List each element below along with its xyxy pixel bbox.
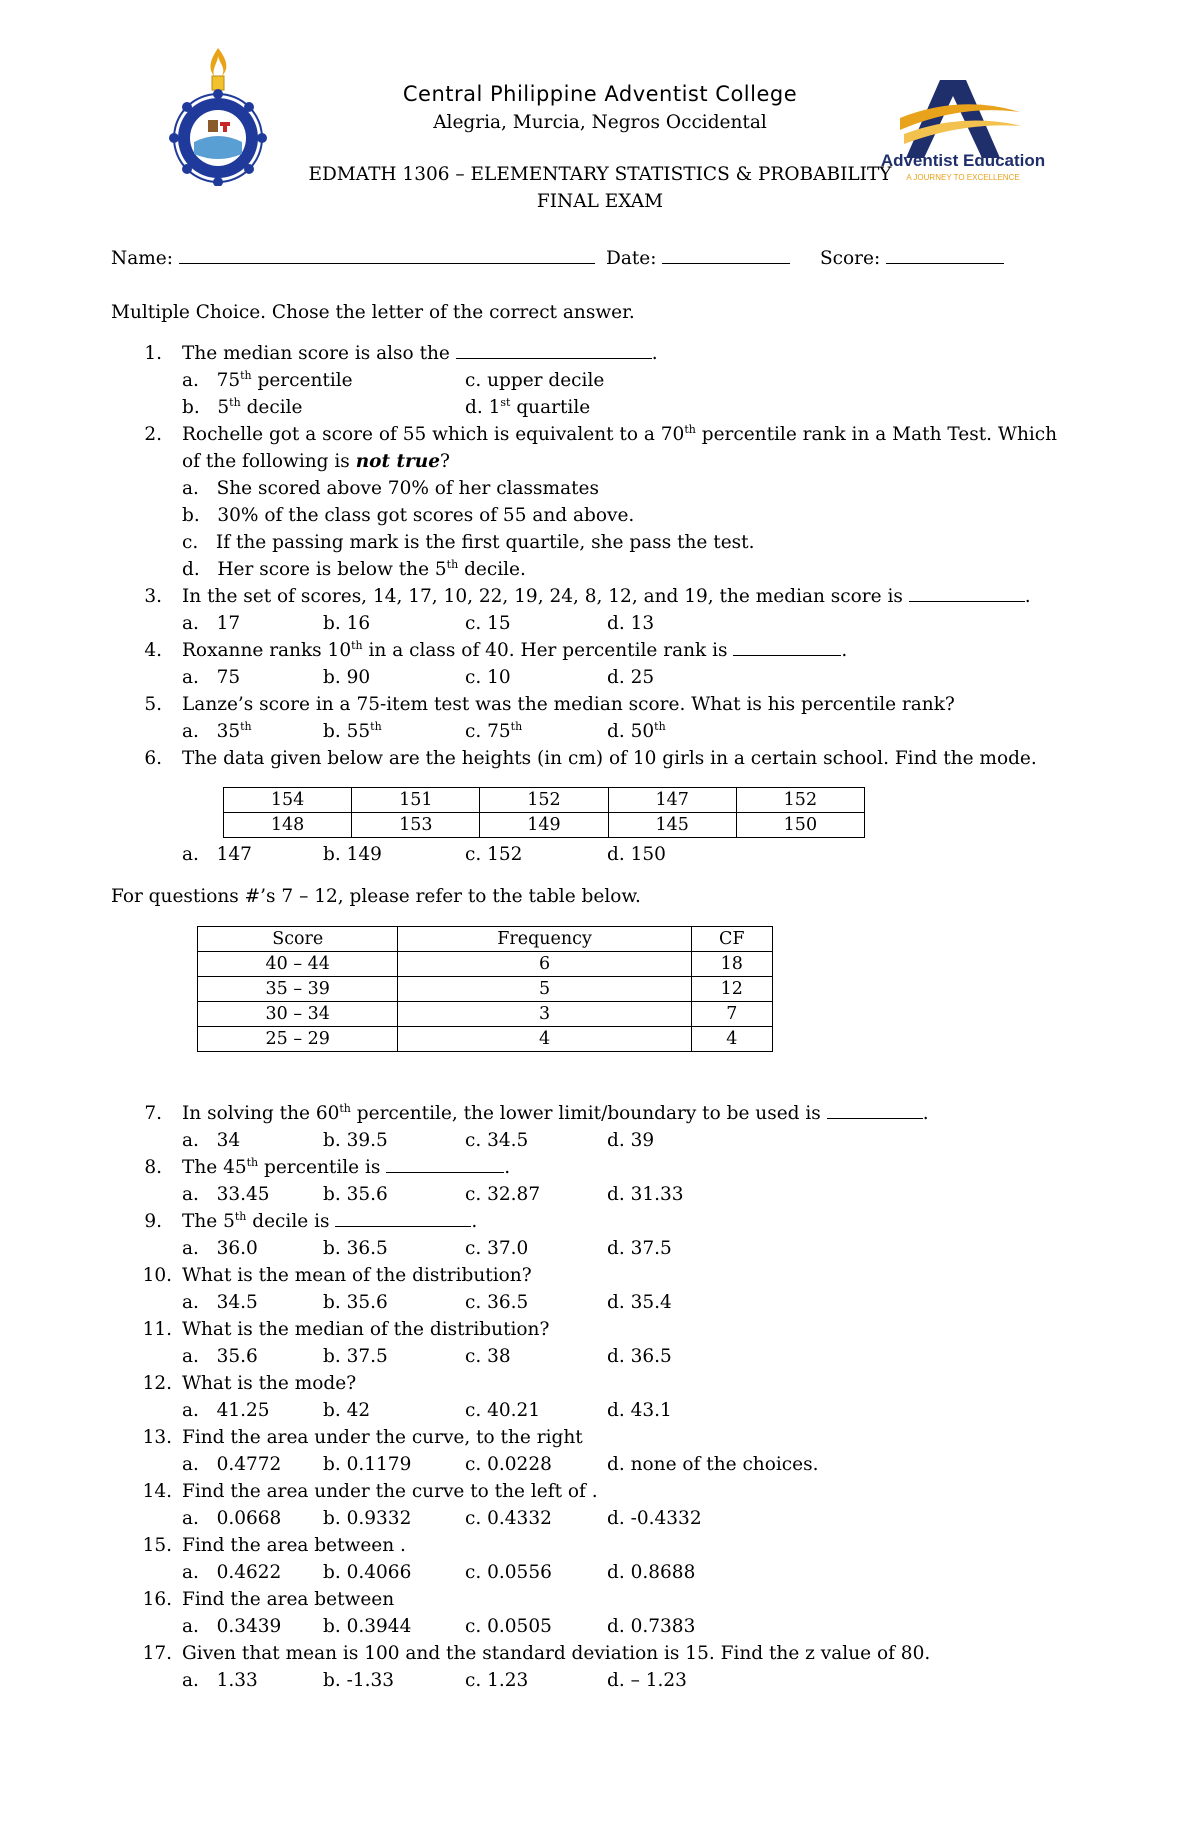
question-text: The 45th percentile is .: [182, 1156, 511, 1178]
school-address: Alegria, Murcia, Negros Occidental: [433, 112, 767, 133]
question-text: Find the area under the curve to the left of .: [182, 1481, 598, 1502]
question-text: Rochelle got a score of 55 which is equivalent to a 70th percentile rank in a Math Test. Which: [182, 423, 1058, 445]
column-header: Frequency: [398, 927, 691, 952]
option-a[interactable]: a. 33.45: [182, 1184, 270, 1205]
option-a[interactable]: a. 0.4772: [182, 1454, 282, 1475]
question-number: 4.: [144, 640, 162, 661]
option-d[interactable]: d. none of the choices.: [607, 1454, 819, 1475]
option-a[interactable]: a. 0.3439: [182, 1616, 282, 1637]
question-text-cont: of the following is not true?: [182, 451, 450, 472]
question-number: 1.: [144, 343, 162, 364]
option-c[interactable]: c. 75th: [465, 720, 523, 742]
option-a[interactable]: a. 0.4622: [182, 1562, 282, 1583]
option-b[interactable]: b. 36.5: [323, 1238, 388, 1259]
option-d[interactable]: d. 43.1: [607, 1400, 672, 1421]
option-b[interactable]: b. 149: [323, 844, 382, 865]
option-d[interactable]: d. 1st quartile: [465, 396, 591, 418]
question-number: 9.: [144, 1211, 162, 1232]
option-c[interactable]: c. 0.0505: [465, 1616, 552, 1637]
question-number: 13.: [142, 1427, 172, 1448]
table-cell: 149: [480, 813, 608, 838]
option-c[interactable]: c. 10: [465, 667, 511, 688]
option-b[interactable]: b. 55th: [323, 720, 382, 742]
table-cell: 154: [224, 788, 352, 813]
table-cell: 6: [398, 952, 691, 977]
option-a[interactable]: a. 1.33: [182, 1670, 258, 1691]
question-text: The median score is also the .: [182, 343, 658, 364]
instructions: Multiple Choice. Chose the letter of the correct answer.: [111, 302, 635, 323]
question-text: Find the area under the curve, to the right: [182, 1427, 583, 1448]
table-cell: 4: [398, 1027, 691, 1052]
option-a[interactable]: a. 35th: [182, 720, 252, 742]
option-c[interactable]: c. 15: [465, 613, 511, 634]
option-b[interactable]: b. 16: [323, 613, 371, 634]
question-number: 8.: [144, 1157, 162, 1178]
option-c[interactable]: c. 36.5: [465, 1292, 529, 1313]
question-number: 14.: [142, 1481, 172, 1502]
course-title: EDMATH 1306 – ELEMENTARY STATISTICS & PROBABILITY: [308, 164, 892, 185]
option-b[interactable]: b. 35.6: [323, 1184, 388, 1205]
table-header-row: [198, 927, 773, 952]
exam-title: FINAL EXAM: [536, 191, 664, 212]
option-b[interactable]: b. 0.3944: [323, 1616, 412, 1637]
table-cell: 3: [398, 1002, 691, 1027]
answer-blank: [335, 1209, 471, 1227]
option-c[interactable]: c. 1.23: [465, 1670, 529, 1691]
question-number: 11.: [142, 1319, 172, 1340]
option-a[interactable]: a. 75th percentile: [182, 369, 353, 391]
option-c[interactable]: c. 0.0556: [465, 1562, 552, 1583]
question-number: 6.: [144, 748, 162, 769]
question-number: 16.: [142, 1589, 172, 1610]
option-c[interactable]: c. 37.0: [465, 1238, 529, 1259]
option-c[interactable]: c. 40.21: [465, 1400, 541, 1421]
table-note: For questions #’s 7 – 12, please refer to the table below.: [111, 886, 641, 907]
question-text: Lanze’s score in a 75-item test was the median score. What is his percentile rank?: [182, 694, 955, 715]
question-text: What is the mode?: [182, 1373, 357, 1394]
logo-title: Adventist Education: [880, 151, 1046, 170]
question-text: Roxanne ranks 10th in a class of 40. Her percentile rank is .: [182, 639, 848, 661]
column-header: CF: [691, 927, 772, 952]
score-field[interactable]: [886, 246, 1004, 264]
option-b[interactable]: b. -1.33: [323, 1670, 395, 1691]
option-d[interactable]: d. 36.5: [607, 1346, 672, 1367]
question-text: In the set of scores, 14, 17, 10, 22, 19, 24, 8, 12, and 19, the median score is .: [182, 586, 1031, 607]
table-cell: 150: [736, 813, 864, 838]
question-number: 5.: [144, 694, 162, 715]
option-b[interactable]: b. 39.5: [323, 1130, 388, 1151]
option-c[interactable]: c. 34.5: [465, 1130, 529, 1151]
option-c[interactable]: c. 0.4332: [465, 1508, 552, 1529]
table-cell: 145: [608, 813, 736, 838]
question-text: What is the mean of the distribution?: [182, 1265, 532, 1286]
option-d[interactable]: d. 25: [607, 667, 655, 688]
table-cell: 152: [480, 788, 608, 813]
option-d[interactable]: d. 35.4: [607, 1292, 672, 1313]
question-text: Find the area between: [182, 1589, 395, 1610]
option-d[interactable]: d. – 1.23: [607, 1670, 687, 1691]
table-cell: 148: [224, 813, 352, 838]
table-cell: 5: [398, 977, 691, 1002]
score-label: Score:: [820, 248, 881, 269]
question-number: 2.: [144, 424, 162, 445]
score-row: [820, 246, 1004, 270]
option-c[interactable]: c. 38: [465, 1346, 511, 1367]
question-text: The data given below are the heights (in cm) of 10 girls in a certain school. Find the mode.: [182, 748, 1037, 769]
option-b[interactable]: b. 90: [323, 667, 371, 688]
date-label: Date:: [606, 248, 657, 269]
table-row: [198, 1027, 773, 1052]
option-b[interactable]: b. 5th decile: [182, 396, 303, 418]
table-cell: 40 – 44: [198, 952, 398, 977]
option-d[interactable]: d. 37.5: [607, 1238, 672, 1259]
question-text: Given that mean is 100 and the standard deviation is 15. Find the z value of 80.: [182, 1643, 931, 1664]
option-d[interactable]: d. 39: [607, 1130, 655, 1151]
answer-blank: [386, 1155, 504, 1173]
option-b[interactable]: b. 0.9332: [323, 1508, 412, 1529]
table-row: [198, 952, 773, 977]
option-b[interactable]: b. 30% of the class got scores of 55 and above.: [182, 505, 635, 526]
option-d[interactable]: d. 0.8688: [607, 1562, 696, 1583]
option-b[interactable]: b. 37.5: [323, 1346, 388, 1367]
school-name: Central Philippine Adventist College: [402, 82, 798, 106]
name-field[interactable]: [179, 246, 595, 264]
table-cell: 4: [691, 1027, 772, 1052]
date-row: [606, 246, 790, 270]
answer-blank: [733, 638, 841, 656]
table-cell: 18: [691, 952, 772, 977]
option-a[interactable]: a. She scored above 70% of her classmates: [182, 478, 599, 499]
table-cell: 151: [352, 788, 480, 813]
option-b[interactable]: b. 42: [323, 1400, 371, 1421]
question-text: In solving the 60th percentile, the lower limit/boundary to be used is .: [182, 1102, 929, 1124]
question-number: 17.: [142, 1643, 172, 1664]
table-cell: 25 – 29: [198, 1027, 398, 1052]
option-a[interactable]: a. 34: [182, 1130, 241, 1151]
table-row: [198, 1002, 773, 1027]
option-d[interactable]: d. Her score is below the 5th decile.: [182, 558, 526, 580]
name-label: Name:: [111, 248, 173, 269]
option-a[interactable]: a. 75: [182, 667, 241, 688]
option-d[interactable]: d. 150: [607, 844, 666, 865]
answer-blank: [827, 1101, 923, 1119]
table-row: [224, 813, 865, 838]
table-cell: 35 – 39: [198, 977, 398, 1002]
option-d[interactable]: d. 0.7383: [607, 1616, 696, 1637]
question-number: 12.: [142, 1373, 172, 1394]
name-row: [111, 246, 595, 270]
option-a[interactable]: a. 36.0: [182, 1238, 258, 1259]
option-c[interactable]: c. upper decile: [465, 370, 605, 391]
date-field[interactable]: [662, 246, 790, 264]
question-number: 10.: [142, 1265, 172, 1286]
option-c[interactable]: c. 152: [465, 844, 523, 865]
option-a[interactable]: a. 41.25: [182, 1400, 270, 1421]
option-d[interactable]: d. -0.4332: [607, 1508, 702, 1529]
table-cell: 147: [608, 788, 736, 813]
option-d[interactable]: d. 31.33: [607, 1184, 684, 1205]
frequency-table: [197, 926, 773, 1052]
question-number: 15.: [142, 1535, 172, 1556]
answer-blank: [456, 341, 652, 359]
table-cell: 7: [691, 1002, 772, 1027]
question-text: Find the area between .: [182, 1535, 406, 1556]
option-d[interactable]: d. 13: [607, 613, 655, 634]
question-number: 3.: [144, 586, 162, 607]
column-header: Score: [198, 927, 398, 952]
option-a[interactable]: a. 35.6: [182, 1346, 258, 1367]
question-text: The 5th decile is .: [182, 1210, 478, 1232]
table-cell: 152: [736, 788, 864, 813]
answer-blank: [909, 584, 1025, 602]
option-d[interactable]: d. 50th: [607, 720, 666, 742]
option-a[interactable]: a. 147: [182, 844, 252, 865]
table-cell: 12: [691, 977, 772, 1002]
option-a[interactable]: a. 17: [182, 613, 241, 634]
option-a[interactable]: a. 0.0668: [182, 1508, 282, 1529]
option-c[interactable]: c. If the passing mark is the first quartile, she pass the test.: [182, 532, 755, 553]
option-a[interactable]: a. 34.5: [182, 1292, 258, 1313]
table-row: [198, 977, 773, 1002]
option-b[interactable]: b. 0.1179: [323, 1454, 412, 1475]
option-c[interactable]: c. 0.0228: [465, 1454, 552, 1475]
table-cell: 30 – 34: [198, 1002, 398, 1027]
option-c[interactable]: c. 32.87: [465, 1184, 541, 1205]
question-text: What is the median of the distribution?: [182, 1319, 550, 1340]
option-b[interactable]: b. 35.6: [323, 1292, 388, 1313]
logo-tagline: A JOURNEY TO EXCELLENCE: [906, 173, 1020, 182]
heights-table: [223, 787, 865, 838]
question-number: 7.: [144, 1103, 162, 1124]
table-row: [224, 788, 865, 813]
option-b[interactable]: b. 0.4066: [323, 1562, 412, 1583]
table-cell: 153: [352, 813, 480, 838]
